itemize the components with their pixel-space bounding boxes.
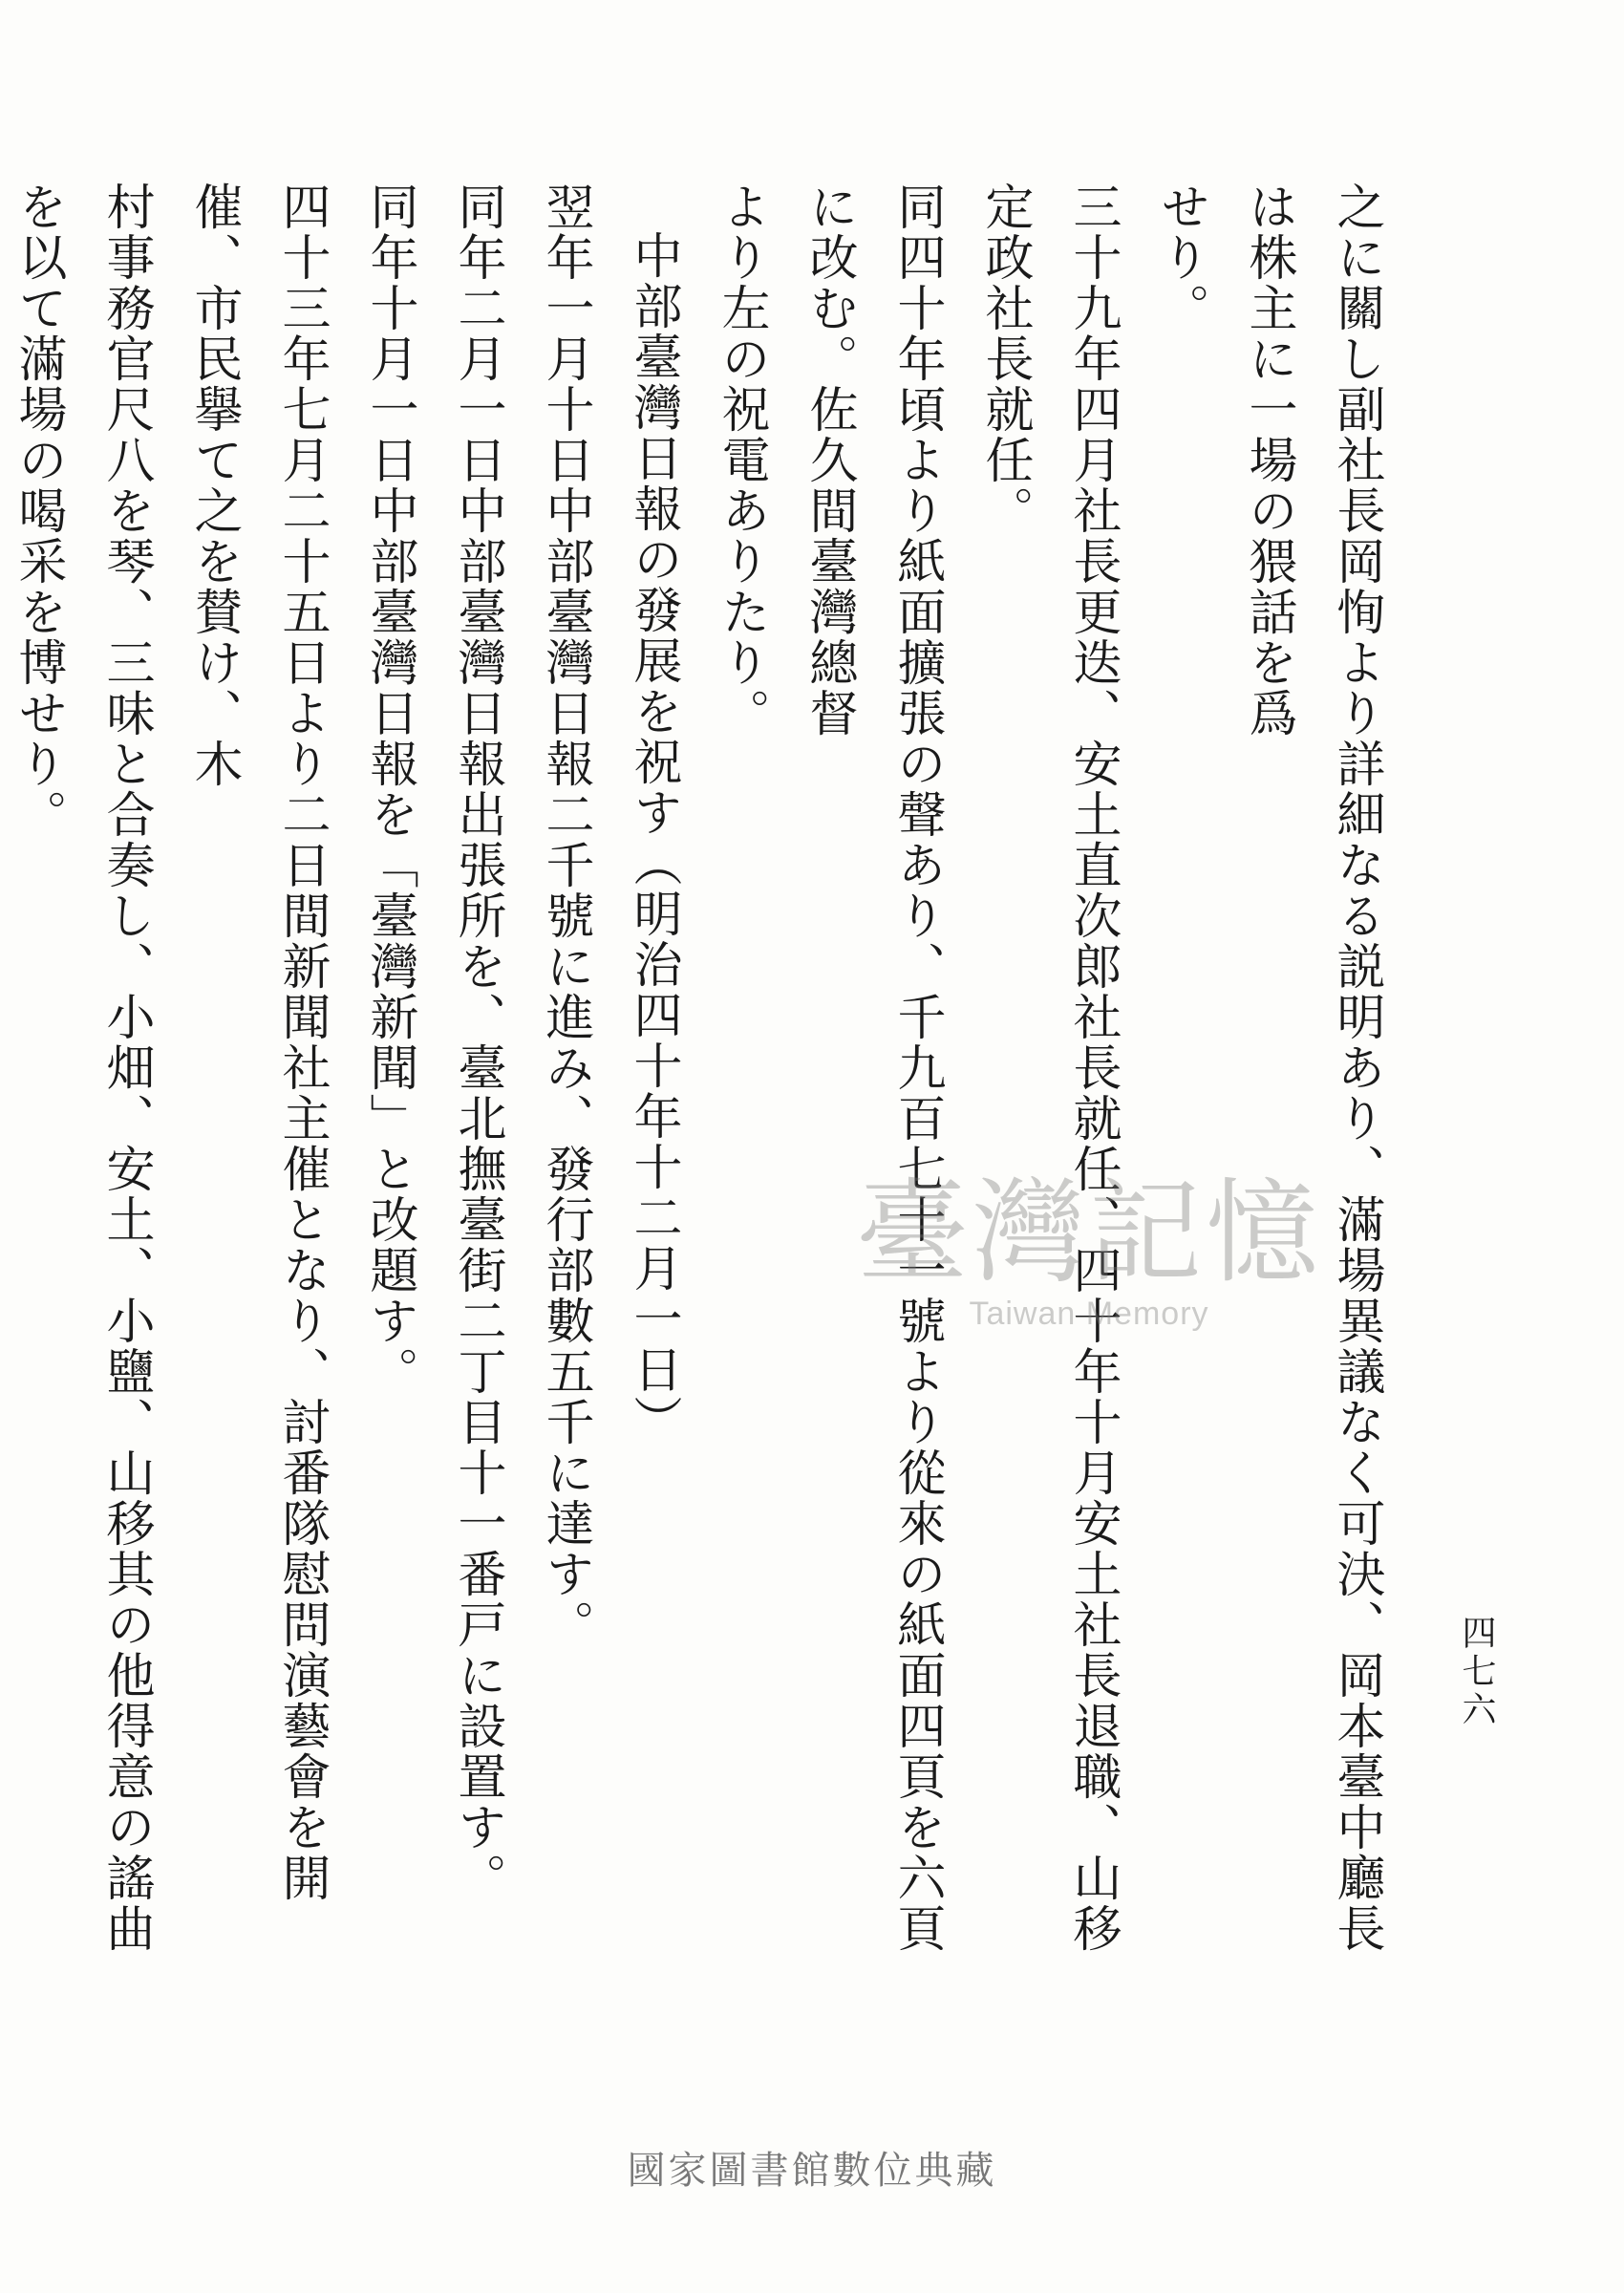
text-line: より左の祝電ありたり。 <box>713 182 769 739</box>
library-footer: 國家圖書館數位典藏 <box>627 2149 997 2193</box>
watermark-subtitle: Taiwan Memory <box>969 1296 1209 1332</box>
text-line: 同年十月一日中部臺灣日報を「臺灣新聞」と改題す。 <box>361 182 417 1397</box>
document-body <box>10 182 1400 1997</box>
text-line: 翌年一月十日中部臺灣日報二千號に進み、發行部數五千に達す。 <box>537 182 593 1650</box>
text-line: せり。 <box>1152 182 1208 333</box>
text-line: 同四十年頃より紙面擴張の聲あり、千九百七十一號より從來の紙面四頁を六頁に改む。佐久間臺灣總督 <box>801 182 945 1954</box>
text-line: 之に關し副社長岡恂より詳細なる説明あり、滿場異議なく可決、岡本臺中廳長は株主に一場の猥話を爲 <box>1240 182 1384 1954</box>
quoted-telegram-line: 中部臺灣日報の發展を祝す（明治四十年十二月一日） <box>625 230 681 1446</box>
watermark-title: 臺灣記憶 <box>855 1167 1322 1298</box>
page-number: 四七六 <box>1457 1615 1496 1729</box>
taiwan-memory-watermark <box>841 1167 1337 1342</box>
text-line: 四十三年七月二十五日より二日間新聞社主催となり、討番隊慰問演藝會を開催、市民擧て之を賛け、木 <box>185 182 330 1903</box>
text-line: 三十九年四月社長更迭、安土直次郎社長就任、四十年十月安土社長退職、山移定政社長就任。 <box>976 182 1121 1954</box>
text-line: 村事務官尺八を琴、三味と合奏し、小畑、安土、小鹽、山移其の他得意の謠曲を以て滿場の喝采を博せり。 <box>10 182 154 1954</box>
text-line: 同年二月一日中部臺灣日報出張所を、臺北撫臺街二丁目十一番戸に設置す。 <box>449 182 505 1903</box>
